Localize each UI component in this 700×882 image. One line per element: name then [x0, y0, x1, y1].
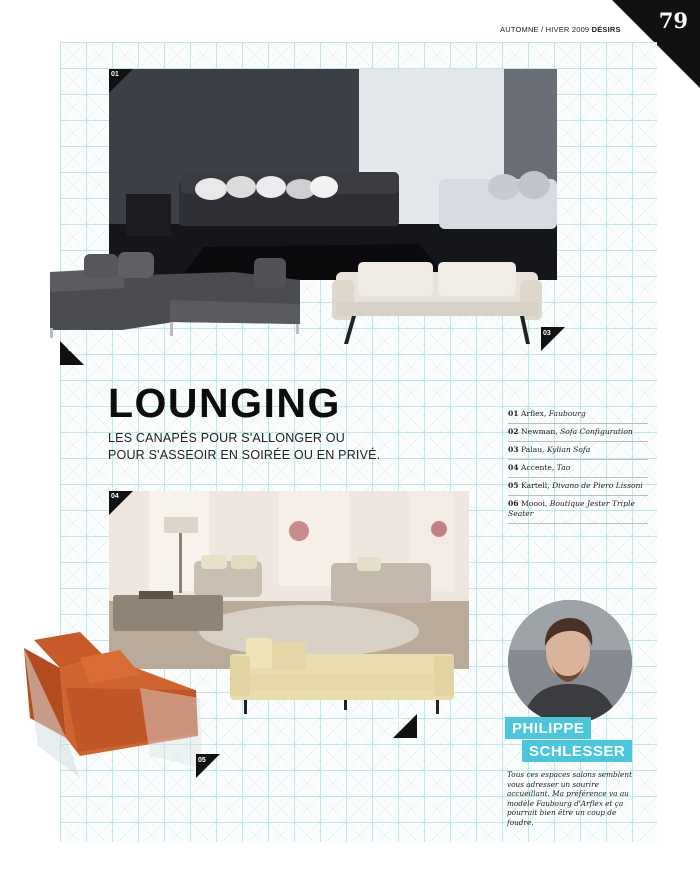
person-quote: Tous ces espaces salons semblent vous adresser un sourire accueillant. Ma préférence va au modèle Faubourg d'Arflex et ça pourrait bien être un coup de foudre.	[507, 770, 633, 827]
credit-number: 01	[508, 409, 519, 418]
credit-number: 04	[508, 463, 519, 472]
credit-number: 05	[508, 481, 519, 490]
section-name: DÉSIRS	[591, 25, 621, 34]
credit-brand: Arflex,	[521, 409, 547, 418]
credit-model: Faubourg	[548, 409, 586, 418]
person-last-name: SCHLESSER	[522, 740, 632, 762]
photo-orange-sofa	[20, 628, 205, 782]
tag-number: 06	[394, 717, 402, 724]
sectional-illustration	[44, 248, 306, 340]
photo-tag-05	[196, 754, 220, 778]
credit-brand: Palau,	[521, 445, 545, 454]
subtitle-line-1: LES CANAPÉS POUR S'ALLONGER OU	[108, 431, 345, 445]
photo-tag-06	[393, 714, 417, 738]
photo-grey-sectional	[44, 248, 306, 340]
page-number: 79	[658, 8, 688, 33]
credit-model: Sofa Configuration	[560, 427, 633, 436]
person-first-name: PHILIPPE	[505, 717, 591, 739]
orange-sofa-illustration	[20, 628, 205, 782]
credit-item	[508, 442, 648, 460]
credit-brand: Kartell,	[521, 481, 550, 490]
credit-item	[508, 478, 648, 496]
tag-number: 04	[111, 493, 119, 500]
subtitle-line-2: POUR S'ASSEOIR EN SOIRÉE OU EN PRIVÉ.	[108, 448, 381, 462]
tag-number: 01	[111, 71, 119, 78]
credit-brand: Moooi,	[521, 499, 548, 508]
tag-number: 03	[543, 330, 551, 337]
photo-cream-sofa	[328, 258, 546, 344]
issue-season: AUTOMNE / HIVER 2009	[500, 25, 590, 34]
credit-number: 03	[508, 445, 519, 454]
photo-tag-04	[109, 491, 133, 515]
photo-tag-03	[541, 327, 565, 351]
page-subtitle	[108, 430, 408, 464]
tag-number: 05	[198, 757, 206, 764]
gold-sofa-illustration	[226, 634, 458, 716]
credit-brand: Accente,	[521, 463, 555, 472]
cream-sofa-illustration	[328, 258, 546, 344]
portrait-illustration	[508, 600, 632, 724]
photo-gold-sofa	[226, 634, 458, 716]
tag-number: 02	[68, 346, 76, 353]
credit-number: 06	[508, 499, 519, 508]
credit-item	[508, 406, 648, 424]
credit-item	[508, 496, 648, 524]
credit-item	[508, 424, 648, 442]
issue-line	[500, 25, 625, 34]
page-title: LOUNGING	[108, 380, 341, 426]
photo-tag-02	[60, 341, 84, 365]
credit-model: Boutique Jester Triple Seater	[508, 499, 635, 518]
avatar	[508, 600, 632, 724]
credits-list	[508, 406, 648, 524]
credit-model: Kylian Sofa	[546, 445, 591, 454]
credit-model: Tao	[556, 463, 571, 472]
credit-model: Divano de Piero Lissoni	[552, 481, 643, 490]
credit-item	[508, 460, 648, 478]
credit-number: 02	[508, 427, 519, 436]
photo-tag-01	[109, 69, 133, 93]
credit-brand: Newman,	[521, 427, 558, 436]
